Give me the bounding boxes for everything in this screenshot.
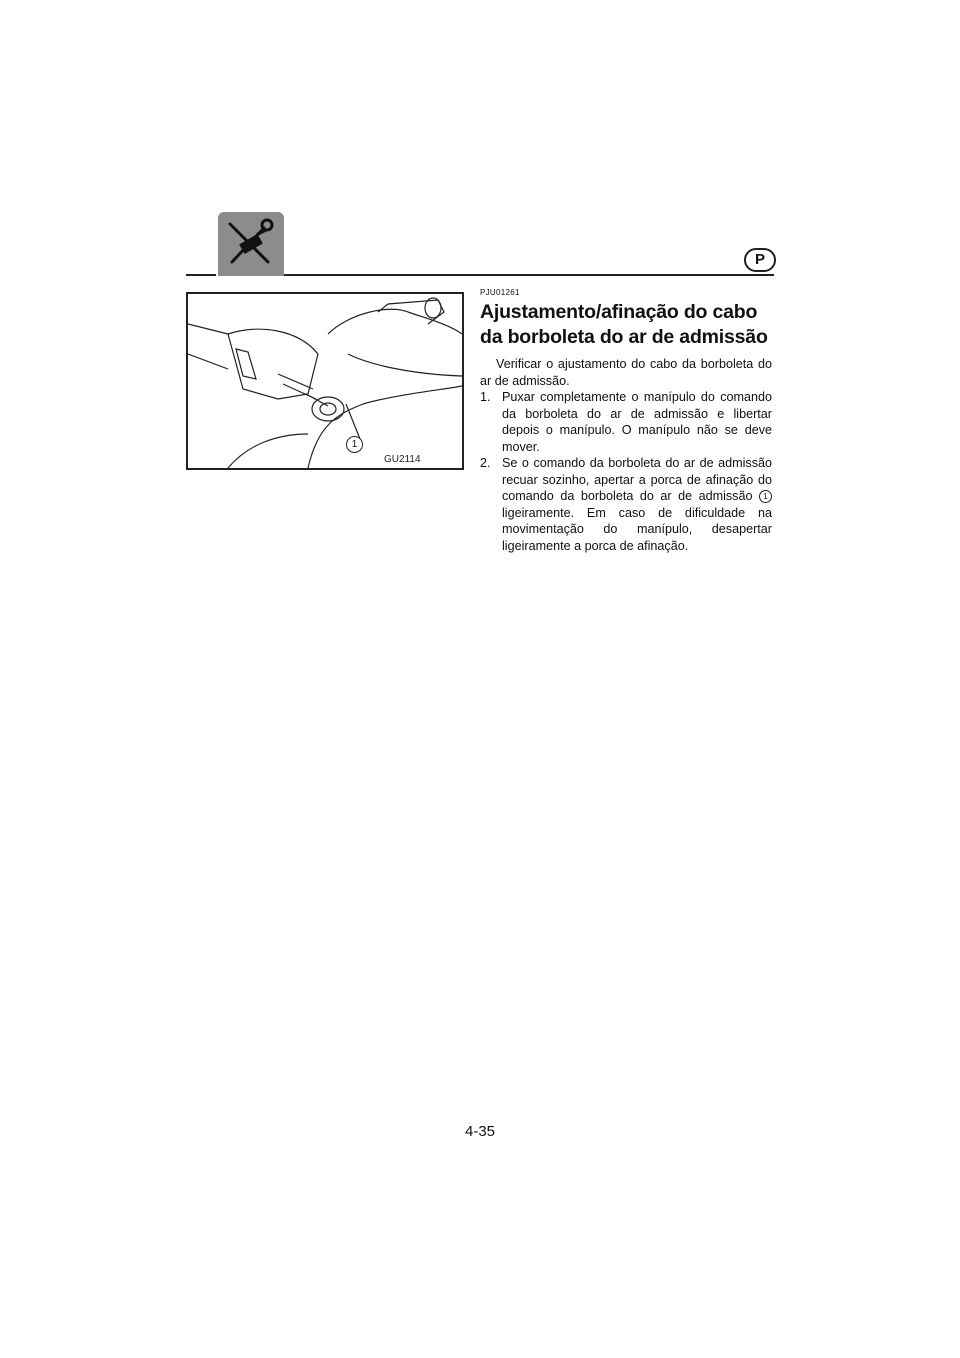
language-badge: P	[744, 248, 776, 272]
section-code: PJU01261	[480, 288, 520, 297]
step-number: 2.	[480, 456, 491, 470]
step-text: Puxar completamente o manípulo do comando da borboleta do ar de admissão e libertar depois o manípulo. O manípulo não se deve mover.	[502, 390, 772, 454]
procedure-steps	[480, 389, 772, 554]
tools-icon	[218, 212, 284, 276]
step-text-before: Se o comando da borboleta do ar de admissão recuar sozinho, apertar a porca de afinação do comando da borboleta do ar de admissão	[502, 456, 772, 503]
section-title: Ajustamento/afinação do cabo da borboleta do ar de admissão	[480, 301, 768, 348]
page-number: 4-35	[464, 1123, 496, 1140]
figure-image-label: GU2114	[384, 454, 421, 465]
figure-illustration	[188, 294, 462, 468]
step-text-after: ligeiramente. Em caso de dificuldade na movimentação do manípulo, desapertar ligeiramente a porca de afinação.	[502, 505, 772, 553]
step-number: 1.	[480, 390, 491, 404]
figure-callout-1: 1	[346, 436, 363, 453]
section-content	[480, 288, 772, 554]
header-rule-right	[284, 274, 774, 276]
figure-throttle-cable	[186, 292, 464, 470]
step-callout-1: 1	[759, 490, 772, 503]
section-intro: Verificar o ajustamento do cabo da borboleta do ar de admissão.	[480, 357, 772, 388]
header-rule-left	[186, 274, 216, 276]
procedure-step-1	[480, 389, 772, 455]
procedure-step-2	[480, 455, 772, 554]
